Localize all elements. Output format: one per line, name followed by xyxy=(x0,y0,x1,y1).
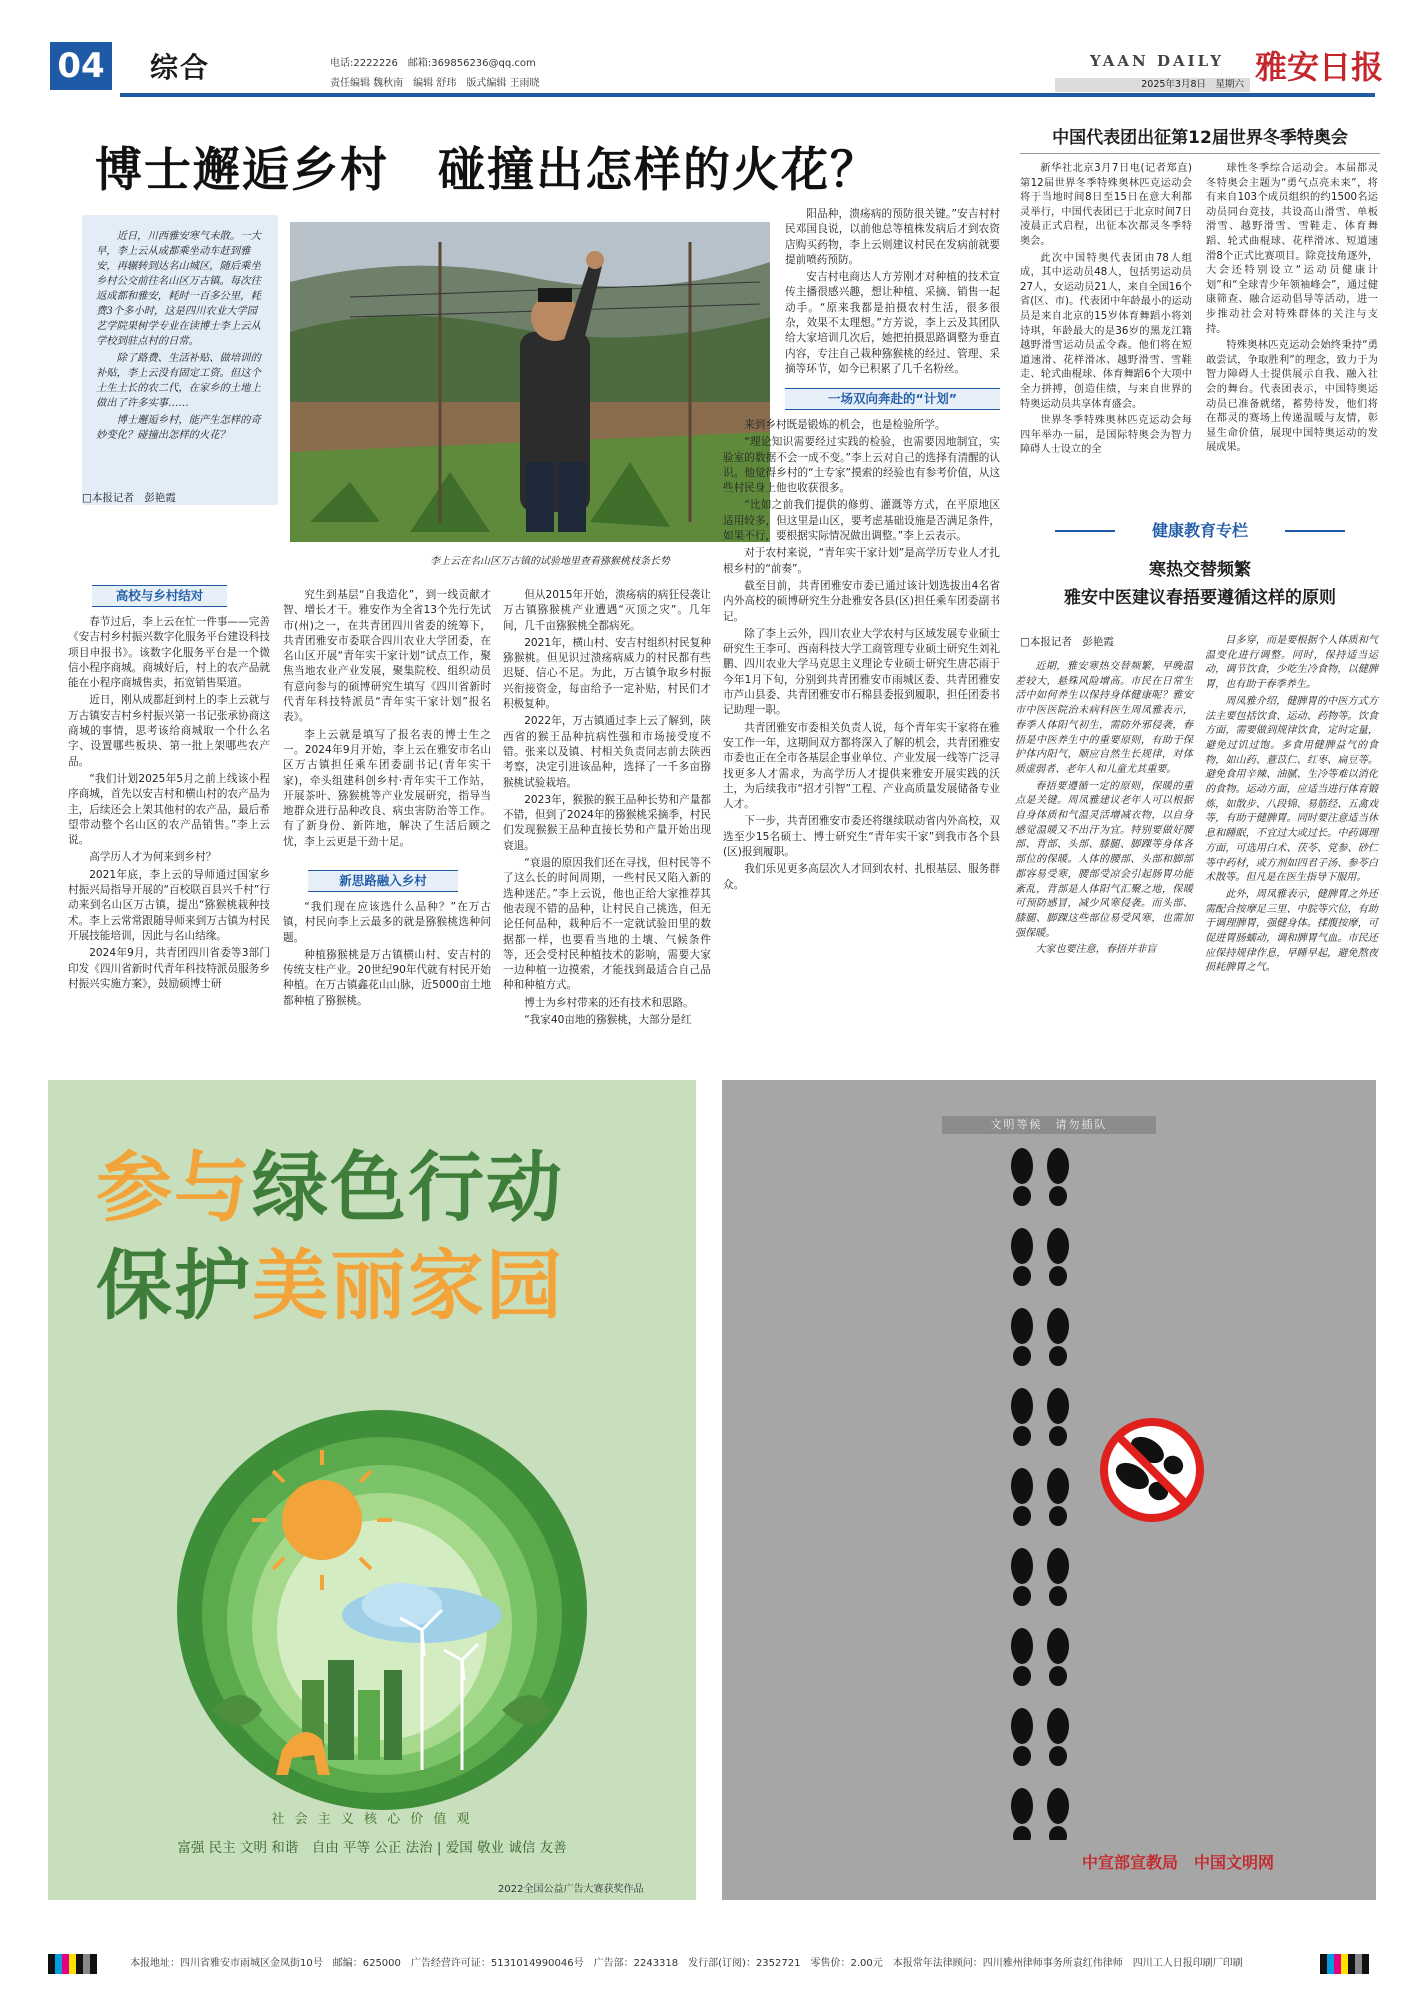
paragraph: 目多穿，而是要根据个人体质和气温变化进行调整。同时，保持适当运动，调节饮食，少吃生冷食物，以健脾胃，也有助于春季养生。 xyxy=(1205,635,1378,691)
paragraph: 阳品种，溃疡病的预防很关键。”安吉村村民邓国良说，以前他总等植株发病后才到农资店购买药物，李上云则建议村民在发病前就要提前喷药预防。 xyxy=(785,208,1000,266)
article-column xyxy=(785,207,1000,379)
footprints-illustration xyxy=(722,1140,1376,1840)
paragraph: 新华社北京3月7日电(记者郑直)第12届世界冬季特殊奥林匹克运动会将于当地时间8日至15日在意大利都灵举行，中国代表团已于北京时间7日凌晨正式启程，出征本次都灵冬季特奥会。 xyxy=(1020,163,1192,247)
ad-slogan-main: 绿色行动 xyxy=(252,1143,564,1232)
paragraph: “衰退的原因我们还在寻找，但村民等不了这么长的时间周期，一些村民又陷入新的选种迷茫。”李上云说，他也正给大家推荐其他表现不错的品种，让村民自己挑选，但无论任何品种，栽种后不一定就试验田里的数据都一样，也要看当地的土壤、气候条件等，还会受村民种植技术的影响，需要大家一边种植一边摸索，才能找到最适合自己品种和种植方式。 xyxy=(503,857,711,992)
paragraph: “理论知识需要经过实践的检验，也需要因地制宜，实验室的数据不会一成不变。”李上云对自己的选择有清醒的认识。他觉得乡村的“土专家”摸索的经验也有参考价值，从这些村民身上他也收获很多。 xyxy=(723,436,1000,495)
paragraph: 大家也要注意，春捂并非盲 xyxy=(1035,944,1157,956)
paragraph: 2022年，万古镇通过李上云了解到，陕西省的猴王品种抗病性强和市场接受度不错。张来以及镇、村相关负责同志前去陕西考察，决定引进该品种，选择了一千多亩猕猴桃试验栽培。 xyxy=(503,715,711,789)
health-column-label: 健康教育专栏 xyxy=(1151,521,1248,540)
core-values-title: 社 会 主 义 核 心 价 值 观 xyxy=(271,1812,473,1827)
paragraph: 除了李上云外，四川农业大学农村与区域发展专业硕士研究生王李可、西南科技大学工商管理专业硕士研究生刘礼鹏、四川农业大学马克思主义理论专业硕士研究生唐芯雨于今年1月下旬，分别到共青团雅安市雨城区委、共青团雅安市芦山县委、共青团雅安市石棉县委报到履职，担任团委书记助理一职。 xyxy=(723,627,1000,717)
paragraph: 此次中国特奥代表团由78人组成，其中运动员48人，包括男运动员27人，女运动员21人，来自全国16个省(区、市)。代表团中年龄最小的运动员是来自北京的15岁体育舞蹈小将刘诗琪，年龄最大的是36岁的黑龙江籍越野滑雪运动员孟令森。他们将在短道速滑、花样滑冰、越野滑雪、雪鞋走、轮式曲棍球、体育舞蹈6个大项中全力拼搏，创造佳绩，与来自世界的特奥运动员共享体育盛会。 xyxy=(1020,252,1192,410)
section-title: 综合 xyxy=(150,51,211,84)
issue-date: 2025年3月8日 星期六 xyxy=(1055,78,1250,92)
intro-paragraph: 近日，川西雅安寒气未散。一大早，李上云从成都乘坐动车赶到雅安，再辗转到达名山城区，随后乘坐乡村公交前往名山区万古镇。每次往返成都和雅安，耗时一百多公里，耗费3个多小时，这是四川农业大学园艺学院果树学专业在读博士李上云从学校到驻点村的日常。 xyxy=(96,230,261,347)
paragraph: “比如之前我们提供的修剪、灌溉等方式，在平原地区适用较多，但这里是山区，要考虑基础设施是否满足条件，如果不行，要根据实际情况做出调整。”李上云表示。 xyxy=(723,499,1000,543)
editors-info: 责任编辑 魏秋南 编辑 舒玮 版式编辑 王雨晓 xyxy=(330,78,540,89)
paragraph: 2023年，猴猴的猴王品种长势和产量都不错，但到了2024年的猕猴桃采摘季，村民们发现猴猴王品种直接长势和产量开始出现衰退。 xyxy=(503,793,711,852)
paragraph: 特殊奥林匹克运动会始终秉持“勇敢尝试，争取胜利”的理念，致力于为智力障碍人士提供展示自我、融入社会的舞台。代表团表示，中国特奥运动员已准备就绪，蓄势待发，他们将在都灵的赛场上传递温暖与友情，彰显生命价值，展现中国特奥运动的发展成果。 xyxy=(1206,340,1378,454)
paragraph: 安吉村电商达人方芳刚才对种植的技术宣传主播很感兴趣，想让种植、采摘、销售一起动手。“原来我都是拍摄农村生活，很多很杂，效果不太理想。”方芳说，李上云及其团队给大家培训几次后，她把拍摄思路调整为垂直内容，专注自己栽种猕猴桃的经过、管理、采摘等环节，如今已积累了几千名粉丝。 xyxy=(785,271,1000,375)
main-headline: 博士邂逅乡村 碰撞出怎样的火花？ xyxy=(95,143,879,198)
header-rule xyxy=(120,93,1375,97)
article-byline: □本报记者 彭艳霞 xyxy=(82,492,176,504)
paragraph: 2021年底，李上云的导师通过国家乡村振兴局指导开展的“百校联百县兴千村”行动来到名山区万古镇，提出“猕猴桃栽种技术。李上云常常跟随导师来到万古镇为村民开展技能培训，因此与名山结缘。 xyxy=(68,868,270,942)
divider xyxy=(1020,153,1380,154)
subheading: 一场双向奔赴的“计划” xyxy=(785,388,1000,410)
paragraph: 种植猕猴桃是万古镇横山村、安吉村的传统支柱产业。20世纪90年代就有村民开始种植。在万古镇鑫花山山脉，近5000亩土地都种植了猕猴桃。 xyxy=(283,948,491,1007)
paragraph: 近期，雅安寒热交替频繁，早晚温差较大，悬殊风险增高。市民在日常生活中如何养生以保持身体健康呢？雅安市中医医院治未病科医生周凤雅表示，春季人体阳气初生，需防外邪侵袭，春捂是中医养生中的重要原则，有助于保护体内阳气，顺应自然生长规律，对体质虚弱者、老年人和儿童尤其重要。 xyxy=(1015,661,1193,775)
subheading: 高校与乡村结对 xyxy=(92,585,227,607)
core-values: 富强 民主 文明 和谐 自由 平等 公正 法治 | 爱国 敬业 诚信 友善 xyxy=(177,1840,567,1856)
paragraph: “我家40亩地的猕猴桃，大部分是红 xyxy=(524,1014,692,1027)
ad-slogan-main: 保护 xyxy=(96,1241,252,1330)
paragraph: 来到乡村既是锻炼的机会，也是检验所学。 xyxy=(744,419,946,431)
paragraph: “我们计划2025年5月之前上线该小程序商城，首先以安吉村和横山村的农产品为主，后续还会上架其他村的农产品，最后希望带动整个名山区的农产品销售。”李上云说。 xyxy=(68,772,270,847)
color-registration-bar xyxy=(48,1954,97,1974)
queue-etiquette-ad xyxy=(722,1080,1376,1900)
paragraph: 高学历人才为何来到乡村？ xyxy=(89,851,217,864)
page-number: 04 xyxy=(50,42,112,90)
paragraph: 世界冬季特殊奥林匹克运动会每四年举办一届，是国际特奥会为智力障碍人士设立的全 xyxy=(1020,415,1192,456)
paragraph: 我们乐见更多高层次人才回到农村、扎根基层、服务群众。 xyxy=(723,863,1000,891)
news-column xyxy=(1206,162,1378,458)
news-column xyxy=(1020,162,1192,460)
paragraph: 共青团雅安市委相关负责人说，每个青年实干家将在雅安工作一年，这期间双方都将深入了解的机会，共青团雅安市委也正在全市各基层企事业单位、产业发展一线等广泛寻找更多人才需求，为高学历人才提供来雅安开展实践的沃土，为后续我市“招才引智”工程、产业高质量发展储备专业人才。 xyxy=(723,721,1000,811)
ad-banner: 文明等候 请勿插队 xyxy=(942,1116,1156,1134)
green-action-ad xyxy=(48,1080,696,1900)
article-column xyxy=(503,588,711,1030)
intro-paragraph: 博士邂逅乡村，能产生怎样的奇妙变化？碰撞出怎样的火花？ xyxy=(96,414,261,441)
article-column xyxy=(723,418,1000,895)
health-column-text xyxy=(1015,660,1193,960)
ad-slogan-accent: 参与 xyxy=(96,1143,252,1232)
paragraph: 此外，周凤雅表示，健脾胃之外还需配合按摩足三里、中脘等穴位，有助于调理脾胃，强健身体。揉腹按摩，可促进胃肠蠕动，调和脾胃气血。市民还应保持规律作息，早睡早起，避免熬夜损耗脾胃之气。 xyxy=(1205,888,1378,974)
color-registration-bar xyxy=(1320,1954,1369,1974)
paragraph: 李上云就是填写了报名表的博士生之一。2024年9月开始，李上云在雅安市名山区万古镇担任乘车团委副书记(青年实干家)，牵头组建科创乡村·青年实干工作站，开展茶叶、猕猴桃等产业发展研究，指导当地群众进行品种改良、病虫害防治等工作。有了新身份、新阵地，解决了生活后顾之忧，李上云更是干劲十足。 xyxy=(283,728,491,848)
paragraph: 博士为乡村带来的还有技术和思路。 xyxy=(524,996,694,1009)
paragraph: 下一步，共青团雅安市委还将继续联动省内外高校，双选至少15名硕士、博士研究生“青年实干家”到我市各个县(区)报到履职。 xyxy=(723,815,1000,859)
ad-credit: 中宣部宣教局 中国文明网 xyxy=(1082,1853,1275,1872)
health-headline: 寒热交替频繁 xyxy=(1149,560,1251,580)
article-photo xyxy=(290,222,770,542)
health-column-text xyxy=(1205,634,1378,978)
footer-info: 本报地址：四川省雅安市雨城区金凤街10号 邮编：625000 广告经营许可证：5131014990046号 广告部：2243318 发行部(订阅)：2352721 零售价：2.00元 本报常年法律顾问：四川雅州律师事务所袁红伟律师 四川工人日报印刷厂印刷 xyxy=(130,1958,1243,1969)
intro-paragraph: 除了路费、生活补贴、做培训的补贴，李上云没有固定工资。但这个土生土长的农二代，在家乡的土地上做出了许多实事…… xyxy=(96,352,261,409)
brand-logo: 雅安日报 xyxy=(1255,48,1384,86)
paragraph: 球性冬季综合运动会。本届都灵冬特奥会主题为“勇气点亮未来”，将有来自103个成员组织的约1500名运动员同台竞技，共设高山滑雪、单板滑雪、越野滑雪、雪鞋走、体育舞蹈、轮式曲棍球、花样滑冰、短道速滑8个正式比赛项目。除竞技角逐外，大会还特别设立“运动员健康计划”和“全球青少年领袖峰会”，通过健康筛查、融合运动倡导等活动，进一步推动社会对特殊群体的关注与支持。 xyxy=(1206,163,1378,335)
health-column-banner xyxy=(1055,518,1345,544)
paragraph: “我们现在应该选什么品种？”在万古镇，村民向李上云最多的就是猕猴桃选种问题。 xyxy=(283,901,491,944)
brand-english: YAAN DAILY xyxy=(1090,52,1224,70)
ad-slogan-line1 xyxy=(96,1140,564,1236)
ad-slogan-line2 xyxy=(96,1238,564,1334)
paragraph: 截至目前，共青团雅安市委已通过该计划选拔出4名省内外高校的硕博研究生分赴雅安各县(区)担任乘车团委副书记。 xyxy=(723,579,1000,623)
article-column xyxy=(68,615,270,994)
paragraph: 周凤雅介绍，健脾胃的中医方式方法主要包括饮食、运动、药物等。饮食方面，需要做到规律饮食，定时定量，避免过饥过饱。多食用健脾益气的食物，如山药、薏苡仁、红枣、扁豆等。避免食用辛辣、油腻、生冷等难以消化的食物。运动方面，应适当进行体育锻炼，如散步、八段锦、易筋经、五禽戏等，有助于健脾胃。同时要注意适当休息和睡眠，不宜过大或过长。中药调理方面，可选用白术、茯苓、党参、砂仁等中药材，或方剂如四君子汤、参苓白术散等。但凡是在医生指导下服用。 xyxy=(1205,695,1378,884)
paragraph: 春节过后，李上云在忙一件事——完善《安吉村乡村振兴数字化服务平台建设科技项目申报书》。该数字化服务平台是一个微信小程序商城。商城好后，村上的农产品就能在小程序商城售卖，拓宽销售渠道。 xyxy=(68,616,270,690)
paragraph: 但从2015年开始，溃疡病的病狂侵袭让万古镇猕猴桃产业遭遇“灭顶之灾”。几年间，几千亩猕猴桃全都病死。 xyxy=(503,589,711,632)
photo-caption: 李上云在名山区万古镇的试验地里查看猕猴桃枝条长势 xyxy=(430,556,670,567)
paragraph: 春捂要遵循一定的原则，保暖的重点是关键。周凤雅建议老年人可以根据自身体质和气温灵活增减衣物，以自身感觉温暖又不出汗为宜。特别要做好腰部、背部、头部、膝腿、脚踝等身体各部位的保暖。人体的腰部、头部和脚部都容易受寒，腰部受凉会引起肠胃功能紊乱，背部是人体阳气汇聚之地，保暖可预防感冒，减少风寒侵袭。而头部、膝腿、脚踝这些部位易受风寒，也需加强保暖。 xyxy=(1015,780,1193,939)
paragraph: 2024年9月，共青团四川省委等3部门印发《四川省新时代青年科技特派员服务乡村振兴实施方案》，鼓励硕博士研 xyxy=(68,947,270,990)
health-byline: □本报记者 彭艳霞 xyxy=(1020,636,1114,648)
paragraph: 究生到基层“自我造化”，到一线贡献才智、增长才干。雅安作为全省13个先行先试市(州)之一，在共青团四川省委的统筹下，共青团雅安市委联合四川农业大学团委，在名山区开展“青年实干家计划”试点工作，聚焦当地农业产业发展，聚集院校、组织动员有意向参与的硕博研究生填写《四川省新时代青年科技特派员“青年实干家计划”报名表》。 xyxy=(283,589,491,724)
contact-info: 电话:2222226 邮箱:369856236@qq.com xyxy=(330,58,536,69)
article-column xyxy=(283,900,491,1011)
paper-cut-illustration xyxy=(172,1380,592,1810)
article-column xyxy=(283,588,491,852)
news-headline: 中国代表团出征第12届世界冬季特奥会 xyxy=(1052,128,1348,148)
health-subheadline: 雅安中医建议春捂要遵循这样的原则 xyxy=(1064,588,1336,608)
paragraph: 近日，刚从成都赶到村上的李上云就与万古镇安吉村乡村振兴第一书记张承协商这商城的事情，思考该给商城取一个什么名字、设置哪些板块、第一批上架哪些农产品。 xyxy=(68,694,270,768)
paragraph: 对于农村来说，“青年实干家计划”是高学历专业人才扎根乡村的“前奏”。 xyxy=(723,547,1000,575)
ad-slogan-accent: 美丽家园 xyxy=(252,1241,564,1330)
ad-credit: 2022全国公益广告大赛获奖作品 xyxy=(498,1884,644,1895)
intro-box xyxy=(82,215,278,505)
paragraph: 2021年，横山村、安吉村组织村民复种猕猴桃。但见识过溃疡病威力的村民都有些迟疑、信心不足。为此，万古镇争取乡村振兴衔接资金，每亩给予一定补贴，村民们才积极复种。 xyxy=(503,636,711,711)
subheading: 新思路融入乡村 xyxy=(308,870,458,892)
